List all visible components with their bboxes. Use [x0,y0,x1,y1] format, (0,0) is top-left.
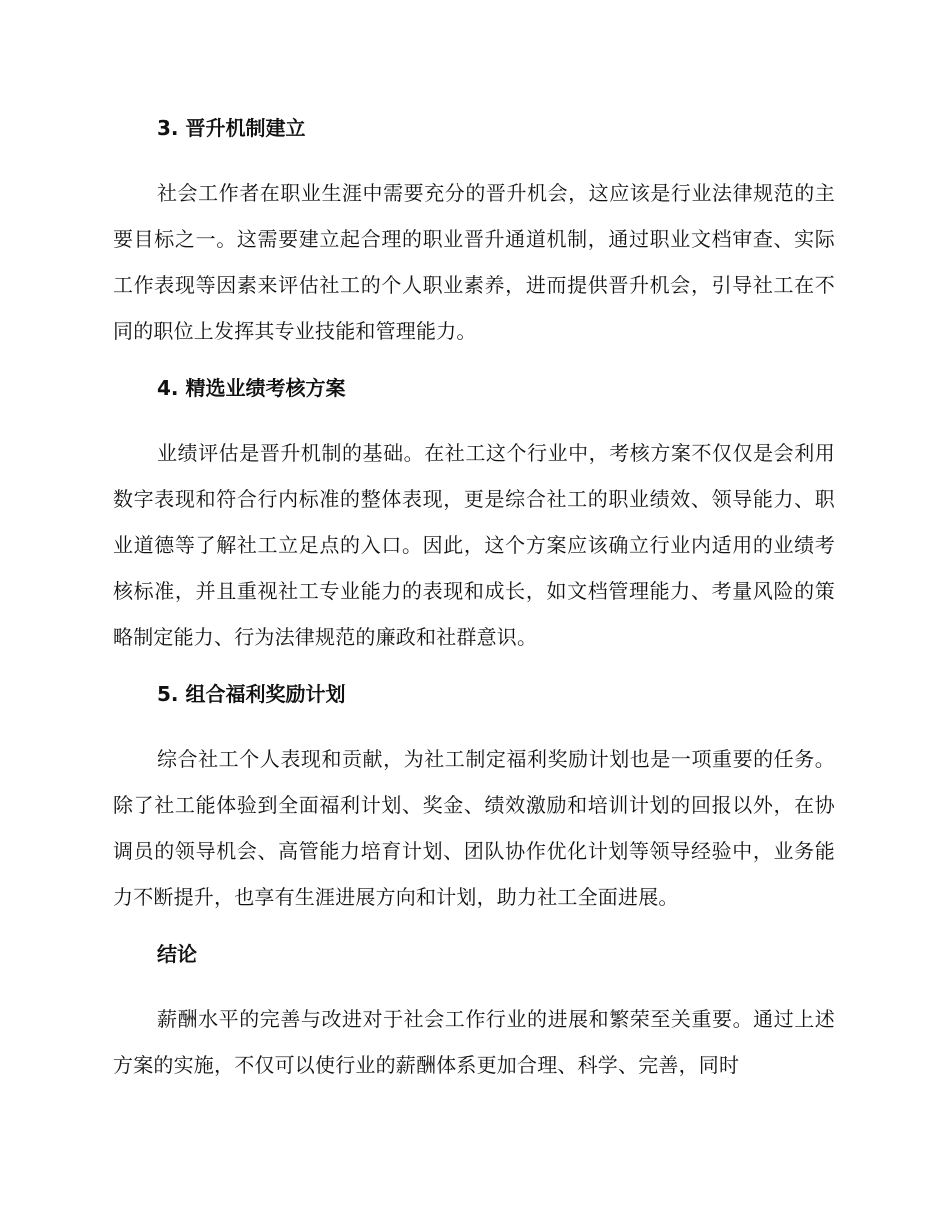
section-heading-benefits: 5. 组合福利奖励计划 [157,682,346,706]
section-paragraph-conclusion: 薪酬水平的完善与改进对于社会工作行业的进展和繁荣至关重要。通过上述方案的实施，不仅可以使行业的薪酬体系更加合理、科学、完善，同时 [113,1007,835,1077]
section-heading-conclusion: 结论 [157,942,197,966]
section-heading-performance: 4. 精选业绩考核方案 [157,376,346,400]
section-paragraph-benefits: 综合社工个人表现和贡献，为社工制定福利奖励计划也是一项重要的任务。除了社工能体验到全面福利计划、奖金、绩效激励和培训计划的回报以外，在协调员的领导机会、高管能力培育计划、团队协作优化计划等领导经验中，业务能力不断提升，也享有生涯进展方向和计划，助力社工全面进展。 [113,747,835,909]
section-paragraph-performance: 业绩评估是晋升机制的基础。在社工这个行业中，考核方案不仅仅是会利用数字表现和符合行内标准的整体表现，更是综合社工的职业绩效、领导能力、职业道德等了解社工立足点的入口。因此，这个方案应该确立行业内适用的业绩考核标准，并且重视社工专业能力的表现和成长，如文档管理能力、考量风险的策略制定能力、行为法律规范的廉政和社群意识。 [113,441,835,649]
section-paragraph-promotion: 社会工作者在职业生涯中需要充分的晋升机会，这应该是行业法律规范的主要目标之一。这需要建立起合理的职业晋升通道机制，通过职业文档审查、实际工作表现等因素来评估社工的个人职业素养，进而提供晋升机会，引导社工在不同的职位上发挥其专业技能和管理能力。 [113,181,835,343]
document-body [113,112,835,1088]
section-heading-promotion: 3. 晋升机制建立 [157,116,306,140]
